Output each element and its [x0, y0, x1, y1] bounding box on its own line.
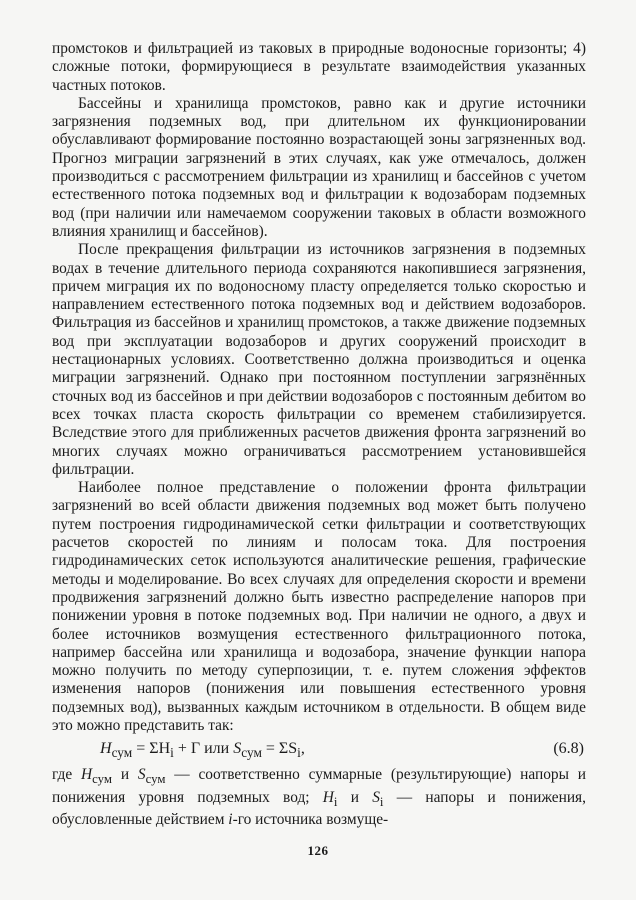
after-prefix: где — [52, 766, 82, 784]
formula-plus-gamma: + Γ — [173, 740, 201, 758]
after-and-word: и — [112, 766, 138, 784]
page-body — [52, 40, 586, 830]
after-s-subscript: сум — [145, 772, 166, 787]
formula-i-subscript-2: i — [297, 745, 301, 761]
formula-6-8 — [52, 739, 586, 763]
after-h-letter: H — [81, 766, 93, 784]
paragraph-3: После прекращения фильтрации из источников загрязнения в подземных водах в течение длительного периода сохраняются накопившиеся загрязнения, причем миграция их по водоносному пласту определяется только скоростью и направлением естественного потока подземных вод и действием водозаборов. Фильтрация из бассейнов и хранилищ промстоков, а также движение подземных вод при эксплуатации водозаборов и других сооружений происходит в нестационарных условиях. Соответственно должна производиться и оценка миграции загрязнений. Однако при постоянном поступлении загрязнённых сточных вод из бассейнов и при действии водозаборов с постоянным дебитом во всех точках пласта скорость фильтрации со временем стабилизируется. Вследствие этого для приближенных расчетов движения фронта загрязнений во многих случаях можно ограничиваться рассмотрением установившейся фильтрации. — [52, 241, 586, 478]
after-text-3: -го источника возмуще- — [232, 811, 389, 829]
paragraph-4: Наиболее полное представление о положении фронта фильтрации загрязнений во всей области движения подземных вод может быть получено путем построения гидродинамической сетки фильтрации и соответствующих расчетов скоростей по линиям и полосам тока. Для построения гидродинамических сеток используются аналитические решения, графические методы и моделирование. Во всех случаях для определения скорости и времени продвижения загрязнений должно быть известно распределение напоров при понижении уровня в потоке подземных вод. При наличии не одного, а двух и более источников возмущения естественного фильтрационного потока, например бассейна или хранилища и водозабора, значение функции напора можно получить по методу суперпозиции, т. е. путем сложения эффектов изменения напоров (понижения или повышения естественного уровня подземных вод), вызванных каждым источником в отдельности. В общем виде это можно представить так: — [52, 479, 586, 734]
after-si-letter: S — [372, 788, 380, 806]
page-number: 126 — [307, 843, 329, 858]
after-text-1: — соответственно суммарные (результирующие) напоры и понижения уровня подземных вод; — [52, 766, 586, 806]
formula-h-letter: H — [100, 740, 112, 758]
paragraph-after-formula — [52, 766, 586, 829]
formula-i-subscript: i — [170, 745, 174, 761]
after-hi-subscript: i — [333, 794, 338, 809]
after-s-letter: S — [137, 766, 146, 784]
paragraph-2: Бассейны и хранилища промстоков, равно как и другие источники загрязнения подземных вод, при длительном их функционировании обуславливают формирование постоянно возрастающей зоны загрязненных вод. Прогноз миграции загрязнений в этих случаях, как уже отмечалось, должен производиться с рассмотрением фильтрации из хранилищ и бассейнов с учетом естественного потока подземных вод и фильтрации к водозаборам подземных вод (при наличии или намечаемом сооружении таковых в области возможного влияния хранилищ и бассейнов). — [52, 94, 586, 240]
formula-expression — [52, 739, 305, 763]
after-and-word-2: и — [337, 788, 373, 806]
formula-comma: , — [300, 740, 305, 758]
after-h-subscript: сум — [92, 772, 113, 787]
after-si-subscript: i — [379, 794, 384, 809]
formula-h-subscript: сум — [111, 745, 133, 761]
formula-s-letter: S — [233, 740, 242, 758]
formula-eq2: = ΣS — [261, 740, 298, 758]
after-i-letter: i — [228, 811, 233, 829]
paragraph-1: промстоков и фильтрацией из таковых в природные водоносные горизонты; 4) сложные потоки, формирующиеся в результате взаимодействия указанных частных потоков. — [52, 40, 586, 94]
after-hi-letter: H — [322, 788, 334, 806]
formula-eq1: = ΣH — [132, 740, 171, 758]
formula-s-subscript: сум — [241, 745, 262, 761]
formula-number: (6.8) — [553, 740, 584, 758]
formula-or-word: или — [200, 740, 234, 758]
after-text-2: — напоры и понижения, обусловленные действием — [52, 788, 586, 829]
